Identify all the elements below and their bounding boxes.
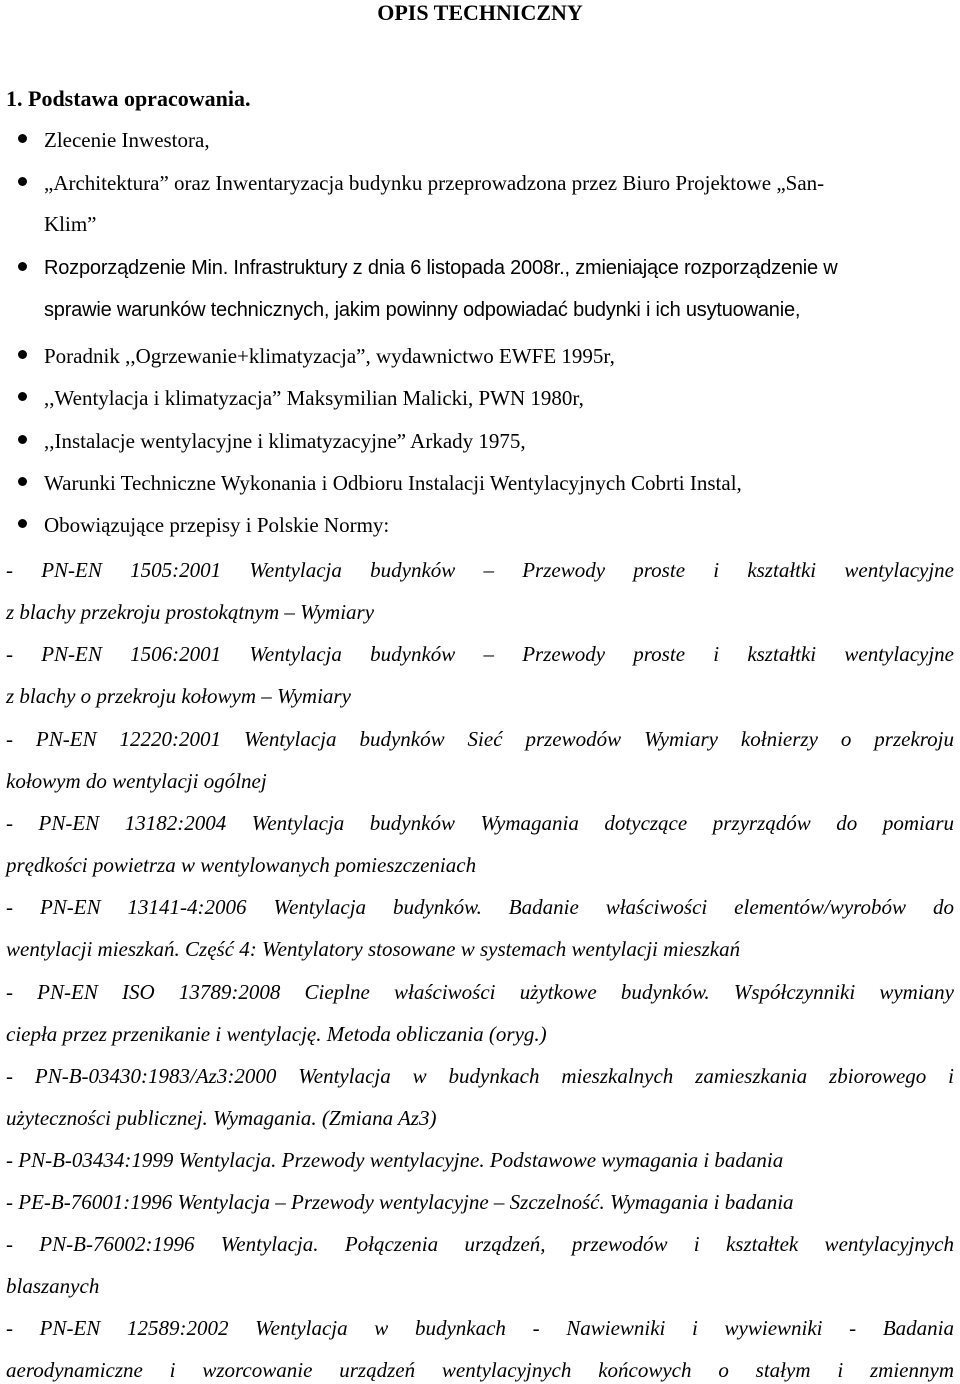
- norm-entry-continuation: z blachy o przekroju kołowym – Wymiary: [6, 684, 351, 708]
- bullet-item: ,,Wentylacja i klimatyzacja” Maksymilian Malicki, PWN 1980r,: [44, 386, 584, 410]
- bullet-dot: [18, 262, 27, 271]
- norm-entry: - PN-B-03430:1983/Az3:2000 Wentylacja w budynkach mieszkalnych zamieszkania zbiorowego i: [6, 1064, 954, 1088]
- norm-entry-continuation: z blachy przekroju prostokątnym – Wymiary: [6, 600, 375, 624]
- bullet-item-continuation: sprawie warunków technicznych, jakim powinny odpowiadać budynki i ich usytuowanie,: [44, 299, 801, 321]
- section-heading: 1. Podstawa opracowania.: [6, 86, 251, 111]
- bullet-item: Warunki Techniczne Wykonania i Odbioru Instalacji Wentylacyjnych Cobrti Instal,: [44, 471, 742, 495]
- norm-entry-continuation: wentylacji mieszkań. Część 4: Wentylatory stosowane w systemach wentylacji mieszkań: [6, 937, 741, 961]
- bullet-item: ,,Instalacje wentylacyjne i klimatyzacyjne” Arkady 1975,: [44, 429, 526, 453]
- norm-entry-continuation: prędkości powietrza w wentylowanych pomieszczeniach: [6, 853, 477, 877]
- norm-entry: - PN-EN 13182:2004 Wentylacja budynków Wymagania dotyczące przyrządów do pomiaru: [6, 811, 954, 835]
- norm-entry: - PN-EN 13141-4:2006 Wentylacja budynków. Badanie właściwości elementów/wyrobów do: [6, 895, 954, 919]
- bullet-item: Poradnik ,,Ogrzewanie+klimatyzacja”, wydawnictwo EWFE 1995r,: [44, 344, 615, 368]
- norm-entry: - PN-B-03434:1999 Wentylacja. Przewody wentylacyjne. Podstawowe wymagania i badania: [6, 1148, 784, 1172]
- norm-entry: - PN-B-76002:1996 Wentylacja. Połączenia urządzeń, przewodów i kształtek wentylacyjnych: [6, 1232, 954, 1256]
- norm-entry: - PN-EN 1505:2001 Wentylacja budynków – Przewody proste i kształtki wentylacyjne: [6, 558, 954, 582]
- bullet-item: „Architektura” oraz Inwentaryzacja budynku przeprowadzona przez Biuro Projektowe „San-: [44, 171, 825, 195]
- norm-entry-continuation: blaszanych: [6, 1274, 100, 1298]
- norm-entry: - PN-EN 12220:2001 Wentylacja budynków Sieć przewodów Wymiary kołnierzy o przekroju: [6, 727, 954, 751]
- bullet-item-continuation: Klim”: [44, 212, 97, 236]
- norm-entry: - PN-EN 1506:2001 Wentylacja budynków – Przewody proste i kształtki wentylacyjne: [6, 642, 954, 666]
- bullet-item: Rozporządzenie Min. Infrastruktury z dnia 6 listopada 2008r., zmieniające rozporządzenie w: [44, 257, 838, 279]
- norm-entry-continuation: aerodynamiczne i wzorcowanie urządzeń wentylacyjnych końcowych o stałym i zmiennym: [6, 1358, 954, 1382]
- bullet-item: Zlecenie Inwestora,: [44, 128, 210, 152]
- norm-entry: - PN-EN ISO 13789:2008 Cieplne właściwości użytkowe budynków. Współczynniki wymiany: [6, 980, 954, 1004]
- bullet-dot: [18, 519, 27, 528]
- bullet-dot: [18, 477, 27, 486]
- bullet-dot: [18, 177, 27, 186]
- norm-entry-continuation: użyteczności publicznej. Wymagania. (Zmiana Az3): [6, 1106, 437, 1130]
- bullet-dot: [18, 435, 27, 444]
- norm-entry-continuation: kołowym do wentylacji ogólnej: [6, 769, 267, 793]
- bullet-dot: [18, 350, 27, 359]
- norm-entry: - PN-EN 12589:2002 Wentylacja w budynkach - Nawiewniki i wywiewniki - Badania: [6, 1316, 954, 1340]
- norm-entry-continuation: ciepła przez przenikanie i wentylację. Metoda obliczania (oryg.): [6, 1022, 547, 1046]
- document-title: OPIS TECHNICZNY: [377, 0, 583, 25]
- bullet-dot: [18, 392, 27, 401]
- bullet-dot: [18, 134, 27, 143]
- bullet-item: Obowiązujące przepisy i Polskie Normy:: [44, 513, 390, 537]
- norm-entry: - PE-B-76001:1996 Wentylacja – Przewody wentylacyjne – Szczelność. Wymagania i badania: [6, 1190, 794, 1214]
